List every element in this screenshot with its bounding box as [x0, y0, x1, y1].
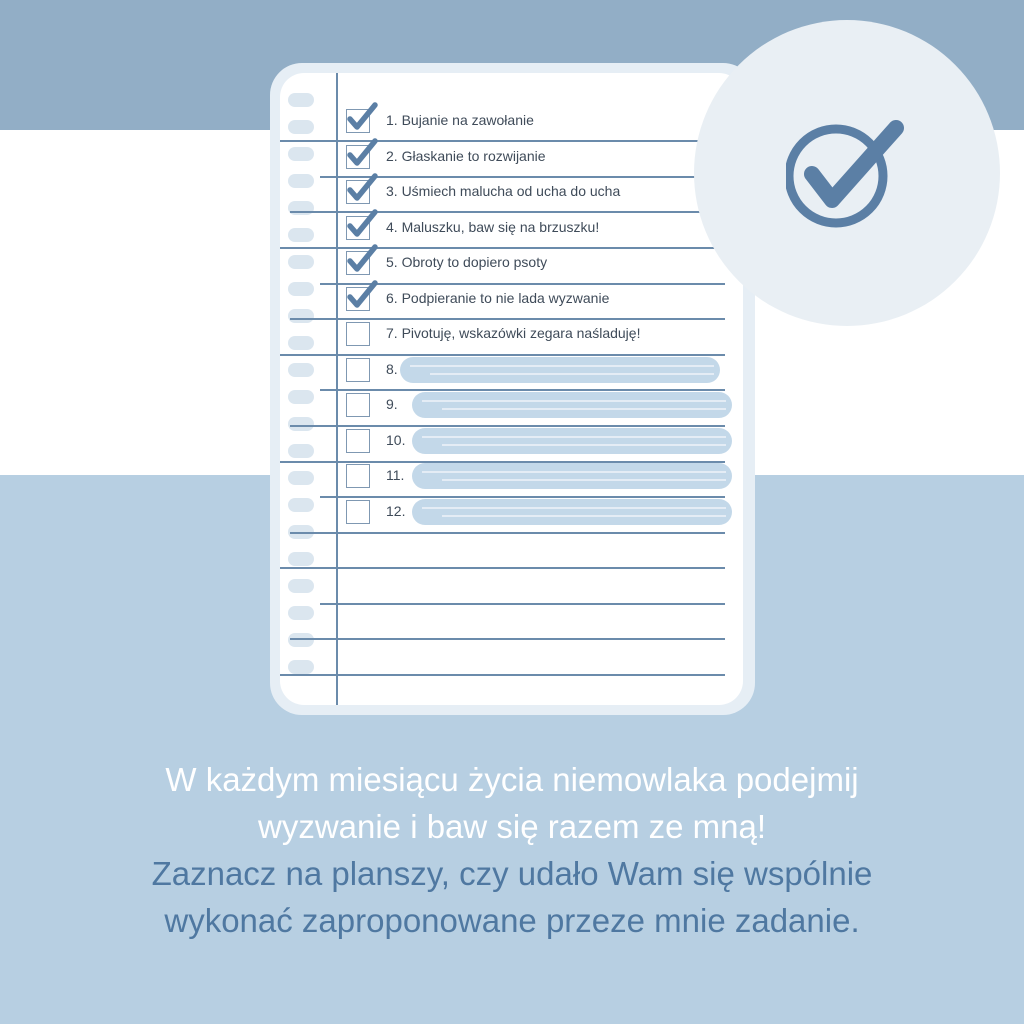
- binder-ring: [288, 606, 314, 620]
- ruled-line: [290, 638, 725, 640]
- caption-line-1: W każdym miesiącu życia niemowlaka podejmij: [165, 761, 859, 798]
- checklist-item-label: 9.: [386, 396, 398, 412]
- redaction-scribble: [412, 392, 732, 418]
- binder-ring: [288, 336, 314, 350]
- checkmark-icon: [344, 135, 378, 169]
- redaction-scribble: [412, 499, 732, 525]
- checkbox[interactable]: [346, 500, 370, 524]
- checklist-item: [344, 247, 734, 283]
- checklist-item: [344, 389, 734, 425]
- checkbox[interactable]: [346, 358, 370, 382]
- checklist-item-label: 10.: [386, 431, 406, 448]
- checklist-item-label: 1. Bujanie na zawołanie: [386, 112, 534, 128]
- checkbox[interactable]: [346, 464, 370, 488]
- checklist-item: [344, 176, 734, 212]
- binder-ring: [288, 471, 314, 485]
- redaction-scribble: [400, 357, 720, 383]
- binder-ring: [288, 147, 314, 161]
- checklist-item: [344, 283, 734, 319]
- binder-ring: [288, 579, 314, 593]
- checklist-item-label: 2. Głaskanie to rozwijanie: [386, 147, 546, 164]
- caption-line-2: wyzwanie i baw się razem ze mną!: [257, 808, 767, 845]
- ruled-line: [280, 674, 725, 676]
- binder-ring: [288, 417, 314, 431]
- caption-line-4: wykonać zaproponowane przeze mnie zadanie.: [164, 902, 860, 939]
- checklist-item-label: 7. Pivotuję, wskazówki zegara naśladuję!: [386, 325, 641, 341]
- checkbox[interactable]: [346, 322, 370, 346]
- binder-ring: [288, 282, 314, 296]
- checklist-item-label: 8.: [386, 360, 398, 377]
- checklist-item-label: 3. Uśmiech malucha od ucha do ucha: [386, 183, 621, 199]
- checkmark-icon: [344, 241, 378, 275]
- redaction-scribble: [412, 428, 732, 454]
- checklist-item: [344, 141, 734, 177]
- binder-ring: [288, 255, 314, 269]
- checklist-item: [344, 212, 734, 248]
- binder-ring: [288, 228, 314, 242]
- binder-ring: [288, 309, 314, 323]
- checklist-item: [344, 105, 734, 141]
- ruled-line: [320, 603, 725, 605]
- checkmark-icon: [344, 206, 378, 240]
- checklist-item: [344, 318, 734, 354]
- checklist-item-label: 6. Podpieranie to nie lada wyzwanie: [386, 289, 610, 306]
- checkmark-icon: [344, 99, 378, 133]
- checklist-item-label: 11.: [386, 467, 405, 483]
- redaction-scribble: [412, 463, 732, 489]
- checklist-item: [344, 496, 734, 532]
- checklist-paper: [280, 73, 743, 705]
- caption: [40, 756, 984, 944]
- binder-ring: [288, 498, 314, 512]
- check-circle-icon: [786, 120, 910, 230]
- binder-ring: [288, 174, 314, 188]
- checklist-item-label: 12.: [386, 502, 406, 519]
- binder-ring: [288, 390, 314, 404]
- caption-line-3: Zaznacz na planszy, czy udało Wam się wspólnie: [151, 855, 873, 892]
- checkmark-icon: [344, 277, 378, 311]
- binder-ring: [288, 93, 314, 107]
- binder-ring: [288, 120, 314, 134]
- checklist-item-label: 5. Obroty to dopiero psoty: [386, 254, 548, 270]
- checklist-item: [344, 460, 734, 496]
- binder-ring: [288, 633, 314, 647]
- binder-ring: [288, 363, 314, 377]
- checkbox[interactable]: [346, 393, 370, 417]
- checklist-item: [344, 425, 734, 461]
- checklist-item: [344, 354, 734, 390]
- checkmark-icon: [344, 170, 378, 204]
- ruled-line: [280, 567, 725, 569]
- checklist-item-label: 4. Maluszku, baw się na brzuszku!: [386, 218, 600, 235]
- binder-ring: [288, 552, 314, 566]
- checkbox[interactable]: [346, 429, 370, 453]
- ruled-line: [290, 532, 725, 534]
- badge-circle: [694, 20, 1000, 326]
- binder-ring: [288, 444, 314, 458]
- binder-ring: [288, 660, 314, 674]
